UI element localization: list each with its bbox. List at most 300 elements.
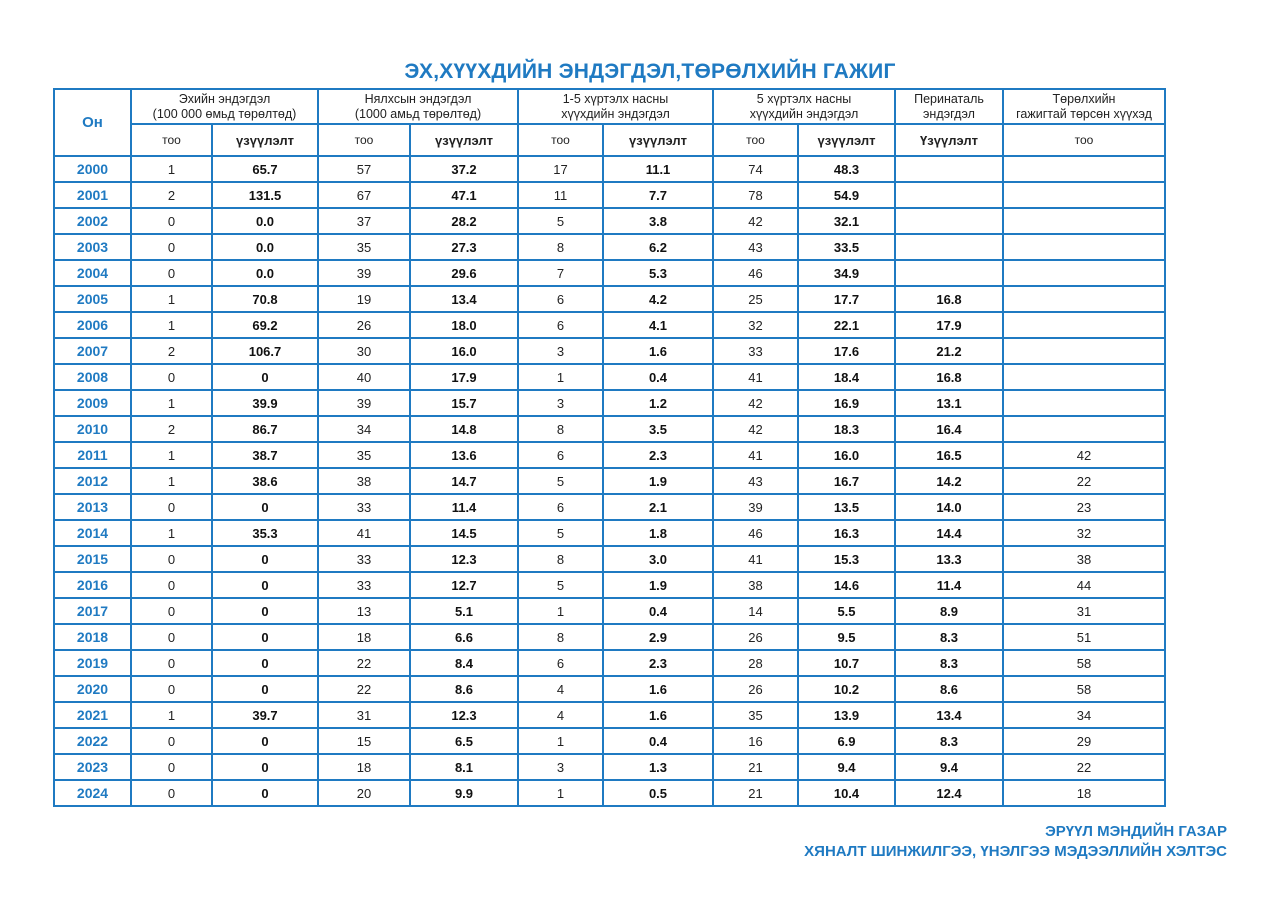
congenital-count (1003, 338, 1165, 364)
infant-rate: 13.6 (410, 442, 518, 468)
year-cell: 2022 (54, 728, 131, 754)
child-1-5-count: 4 (518, 676, 603, 702)
congenital-count: 31 (1003, 598, 1165, 624)
table-row (54, 546, 1165, 572)
infant-rate: 6.6 (410, 624, 518, 650)
table-row (54, 702, 1165, 728)
child-1-5-count: 1 (518, 728, 603, 754)
infant-count: 33 (318, 494, 410, 520)
under-5-rate: 13.9 (798, 702, 895, 728)
under-5-rate: 10.7 (798, 650, 895, 676)
maternal-rate: 131.5 (212, 182, 318, 208)
under-5-rate: 16.3 (798, 520, 895, 546)
child-1-5-rate: 2.3 (603, 650, 713, 676)
maternal-count: 0 (131, 780, 212, 806)
perinatal-rate: 16.4 (895, 416, 1003, 442)
maternal-rate: 0 (212, 546, 318, 572)
child-1-5-count: 11 (518, 182, 603, 208)
maternal-count: 0 (131, 598, 212, 624)
subheader-rate: үзүүлэлт (798, 124, 895, 156)
infant-rate: 14.7 (410, 468, 518, 494)
maternal-rate: 35.3 (212, 520, 318, 546)
under-5-rate: 32.1 (798, 208, 895, 234)
table-row (54, 754, 1165, 780)
under-5-count: 35 (713, 702, 798, 728)
table-row (54, 650, 1165, 676)
child-1-5-rate: 3.8 (603, 208, 713, 234)
under-5-rate: 9.5 (798, 624, 895, 650)
under-5-rate: 16.7 (798, 468, 895, 494)
under-5-count: 26 (713, 624, 798, 650)
child-1-5-count: 1 (518, 780, 603, 806)
under-5-count: 46 (713, 260, 798, 286)
child-1-5-count: 7 (518, 260, 603, 286)
child-1-5-rate: 2.1 (603, 494, 713, 520)
group-header-line1: Нялхсын эндэгдэл (364, 91, 472, 106)
year-cell: 2002 (54, 208, 131, 234)
perinatal-rate (895, 208, 1003, 234)
infant-count: 22 (318, 676, 410, 702)
maternal-rate: 38.7 (212, 442, 318, 468)
congenital-count: 29 (1003, 728, 1165, 754)
table-row (54, 338, 1165, 364)
maternal-rate: 0 (212, 624, 318, 650)
year-cell: 2011 (54, 442, 131, 468)
under-5-count: 43 (713, 468, 798, 494)
infant-rate: 14.8 (410, 416, 518, 442)
maternal-count: 1 (131, 312, 212, 338)
perinatal-rate: 8.3 (895, 624, 1003, 650)
infant-count: 39 (318, 260, 410, 286)
under-5-rate: 16.9 (798, 390, 895, 416)
under-5-count: 74 (713, 156, 798, 182)
group-header-line2: хүүхдийн эндэгдэл (749, 106, 859, 121)
under-5-rate: 9.4 (798, 754, 895, 780)
under-5-count: 26 (713, 676, 798, 702)
congenital-count: 51 (1003, 624, 1165, 650)
child-1-5-rate: 0.5 (603, 780, 713, 806)
year-cell: 2024 (54, 780, 131, 806)
child-1-5-rate: 3.5 (603, 416, 713, 442)
congenital-count (1003, 182, 1165, 208)
child-1-5-rate: 2.3 (603, 442, 713, 468)
under-5-count: 42 (713, 390, 798, 416)
infant-rate: 12.3 (410, 546, 518, 572)
infant-count: 37 (318, 208, 410, 234)
child-1-5-count: 8 (518, 416, 603, 442)
congenital-count: 34 (1003, 702, 1165, 728)
year-cell: 2012 (54, 468, 131, 494)
child-1-5-count: 4 (518, 702, 603, 728)
maternal-count: 1 (131, 286, 212, 312)
infant-rate: 12.3 (410, 702, 518, 728)
child-1-5-rate: 0.4 (603, 598, 713, 624)
infant-count: 15 (318, 728, 410, 754)
infant-count: 19 (318, 286, 410, 312)
group-header-perinatal (895, 89, 1003, 124)
maternal-count: 0 (131, 494, 212, 520)
group-header-line1: Эхийн эндэгдэл (178, 91, 271, 106)
table-row (54, 676, 1165, 702)
table-row (54, 598, 1165, 624)
maternal-rate: 69.2 (212, 312, 318, 338)
maternal-rate: 0 (212, 650, 318, 676)
under-5-count: 38 (713, 572, 798, 598)
group-header-line2: эндэгдэл (923, 106, 975, 121)
year-cell: 2019 (54, 650, 131, 676)
year-cell: 2004 (54, 260, 131, 286)
under-5-count: 41 (713, 546, 798, 572)
group-header-infant (318, 89, 518, 124)
maternal-rate: 0 (212, 598, 318, 624)
child-1-5-rate: 1.6 (603, 676, 713, 702)
maternal-count: 2 (131, 416, 212, 442)
under-5-count: 41 (713, 364, 798, 390)
mortality-table (53, 88, 1166, 807)
maternal-rate: 39.9 (212, 390, 318, 416)
congenital-count: 44 (1003, 572, 1165, 598)
subheader-rate: Үзүүлэлт (895, 124, 1003, 156)
table-row (54, 572, 1165, 598)
infant-rate: 37.2 (410, 156, 518, 182)
footer-line2: ХЯНАЛТ ШИНЖИЛГЭЭ, ҮНЭЛГЭЭ МЭДЭЭЛЛИЙН ХЭЛТЭС (804, 843, 1227, 860)
table-row (54, 234, 1165, 260)
maternal-rate: 70.8 (212, 286, 318, 312)
under-5-count: 21 (713, 780, 798, 806)
under-5-rate: 48.3 (798, 156, 895, 182)
infant-rate: 11.4 (410, 494, 518, 520)
infant-count: 13 (318, 598, 410, 624)
maternal-count: 1 (131, 702, 212, 728)
under-5-rate: 5.5 (798, 598, 895, 624)
perinatal-rate (895, 234, 1003, 260)
under-5-rate: 33.5 (798, 234, 895, 260)
maternal-rate: 38.6 (212, 468, 318, 494)
maternal-count: 1 (131, 156, 212, 182)
group-header-line2: (100 000 өмьд төрөлтөд) (152, 106, 297, 121)
year-cell: 2023 (54, 754, 131, 780)
maternal-count: 0 (131, 260, 212, 286)
year-cell: 2007 (54, 338, 131, 364)
year-cell: 2016 (54, 572, 131, 598)
maternal-count: 0 (131, 364, 212, 390)
table-row (54, 364, 1165, 390)
group-header-congenital (1003, 89, 1165, 124)
infant-count: 41 (318, 520, 410, 546)
infant-count: 20 (318, 780, 410, 806)
maternal-count: 1 (131, 520, 212, 546)
child-1-5-rate: 4.1 (603, 312, 713, 338)
under-5-count: 42 (713, 208, 798, 234)
perinatal-rate (895, 156, 1003, 182)
maternal-count: 0 (131, 572, 212, 598)
child-1-5-count: 5 (518, 208, 603, 234)
year-cell: 2017 (54, 598, 131, 624)
group-header-line1: 5 хүртэлх насны (756, 91, 852, 106)
under-5-count: 33 (713, 338, 798, 364)
congenital-count (1003, 260, 1165, 286)
infant-count: 35 (318, 234, 410, 260)
child-1-5-rate: 11.1 (603, 156, 713, 182)
under-5-count: 14 (713, 598, 798, 624)
congenital-count: 18 (1003, 780, 1165, 806)
maternal-rate: 0 (212, 754, 318, 780)
maternal-rate: 39.7 (212, 702, 318, 728)
infant-rate: 29.6 (410, 260, 518, 286)
infant-rate: 28.2 (410, 208, 518, 234)
congenital-count: 42 (1003, 442, 1165, 468)
child-1-5-rate: 1.6 (603, 338, 713, 364)
maternal-count: 0 (131, 650, 212, 676)
infant-rate: 8.4 (410, 650, 518, 676)
maternal-count: 1 (131, 468, 212, 494)
child-1-5-count: 5 (518, 520, 603, 546)
table-row (54, 156, 1165, 182)
under-5-rate: 6.9 (798, 728, 895, 754)
year-cell: 2008 (54, 364, 131, 390)
infant-count: 57 (318, 156, 410, 182)
infant-count: 33 (318, 572, 410, 598)
perinatal-rate: 21.2 (895, 338, 1003, 364)
year-cell: 2001 (54, 182, 131, 208)
perinatal-rate: 8.3 (895, 650, 1003, 676)
congenital-count: 58 (1003, 676, 1165, 702)
under-5-rate: 10.2 (798, 676, 895, 702)
perinatal-rate: 11.4 (895, 572, 1003, 598)
child-1-5-count: 5 (518, 468, 603, 494)
under-5-count: 39 (713, 494, 798, 520)
congenital-count (1003, 364, 1165, 390)
table-row (54, 442, 1165, 468)
perinatal-rate: 8.9 (895, 598, 1003, 624)
infant-rate: 27.3 (410, 234, 518, 260)
child-1-5-rate: 1.2 (603, 390, 713, 416)
infant-rate: 5.1 (410, 598, 518, 624)
maternal-rate: 0 (212, 572, 318, 598)
subheader-count: тоо (131, 124, 212, 156)
header-row-groups (54, 89, 1165, 124)
group-header-line1: 1-5 хүртэлх насны (562, 91, 669, 106)
child-1-5-rate: 7.7 (603, 182, 713, 208)
maternal-rate: 106.7 (212, 338, 318, 364)
infant-count: 26 (318, 312, 410, 338)
subheader-count: тоо (518, 124, 603, 156)
under-5-count: 16 (713, 728, 798, 754)
table-row (54, 494, 1165, 520)
child-1-5-rate: 0.4 (603, 364, 713, 390)
infant-rate: 8.6 (410, 676, 518, 702)
child-1-5-rate: 3.0 (603, 546, 713, 572)
infant-rate: 12.7 (410, 572, 518, 598)
child-1-5-count: 6 (518, 286, 603, 312)
perinatal-rate: 14.2 (895, 468, 1003, 494)
infant-rate: 9.9 (410, 780, 518, 806)
under-5-rate: 22.1 (798, 312, 895, 338)
infant-count: 39 (318, 390, 410, 416)
child-1-5-rate: 1.6 (603, 702, 713, 728)
group-header-line2: хүүхдийн эндэгдэл (561, 106, 670, 121)
under-5-count: 78 (713, 182, 798, 208)
subheader-count: тоо (713, 124, 798, 156)
child-1-5-rate: 1.9 (603, 468, 713, 494)
footer-line1: ЭРҮҮЛ МЭНДИЙН ГАЗАР (1045, 823, 1227, 840)
year-cell: 2015 (54, 546, 131, 572)
congenital-count: 38 (1003, 546, 1165, 572)
under-5-rate: 17.6 (798, 338, 895, 364)
maternal-rate: 0 (212, 676, 318, 702)
infant-rate: 17.9 (410, 364, 518, 390)
perinatal-rate: 14.0 (895, 494, 1003, 520)
maternal-count: 0 (131, 676, 212, 702)
infant-rate: 15.7 (410, 390, 518, 416)
under-5-rate: 17.7 (798, 286, 895, 312)
perinatal-rate: 16.8 (895, 364, 1003, 390)
infant-rate: 14.5 (410, 520, 518, 546)
under-5-count: 41 (713, 442, 798, 468)
page-title: ЭХ,ХҮҮХДИЙН ЭНДЭГДЭЛ,ТӨРӨЛХИЙН ГАЖИГ (404, 60, 896, 83)
child-1-5-rate: 5.3 (603, 260, 713, 286)
child-1-5-count: 17 (518, 156, 603, 182)
under-5-rate: 13.5 (798, 494, 895, 520)
perinatal-rate: 14.4 (895, 520, 1003, 546)
year-cell: 2000 (54, 156, 131, 182)
perinatal-rate: 12.4 (895, 780, 1003, 806)
congenital-count: 23 (1003, 494, 1165, 520)
perinatal-rate: 17.9 (895, 312, 1003, 338)
infant-count: 33 (318, 546, 410, 572)
child-1-5-count: 6 (518, 494, 603, 520)
under-5-count: 32 (713, 312, 798, 338)
year-cell: 2014 (54, 520, 131, 546)
child-1-5-rate: 1.8 (603, 520, 713, 546)
child-1-5-count: 8 (518, 624, 603, 650)
perinatal-rate: 16.8 (895, 286, 1003, 312)
table-body (54, 156, 1165, 806)
congenital-count (1003, 312, 1165, 338)
maternal-count: 0 (131, 728, 212, 754)
subheader-rate: үзүүлэлт (212, 124, 318, 156)
maternal-count: 0 (131, 234, 212, 260)
under-5-rate: 10.4 (798, 780, 895, 806)
maternal-count: 1 (131, 390, 212, 416)
perinatal-rate: 8.3 (895, 728, 1003, 754)
infant-rate: 13.4 (410, 286, 518, 312)
child-1-5-count: 6 (518, 442, 603, 468)
infant-count: 35 (318, 442, 410, 468)
table-row (54, 182, 1165, 208)
congenital-count (1003, 234, 1165, 260)
maternal-count: 0 (131, 546, 212, 572)
child-1-5-count: 3 (518, 754, 603, 780)
year-cell: 2020 (54, 676, 131, 702)
year-cell: 2003 (54, 234, 131, 260)
congenital-count (1003, 156, 1165, 182)
group-header-line1: Төрөлхийн (1052, 91, 1116, 106)
under-5-rate: 16.0 (798, 442, 895, 468)
congenital-count: 22 (1003, 754, 1165, 780)
perinatal-rate: 16.5 (895, 442, 1003, 468)
child-1-5-count: 1 (518, 598, 603, 624)
perinatal-rate (895, 260, 1003, 286)
maternal-rate: 0 (212, 494, 318, 520)
maternal-rate: 0 (212, 364, 318, 390)
child-1-5-rate: 0.4 (603, 728, 713, 754)
table-row (54, 468, 1165, 494)
year-cell: 2021 (54, 702, 131, 728)
maternal-rate: 0 (212, 728, 318, 754)
child-1-5-rate: 2.9 (603, 624, 713, 650)
subheader-rate: үзүүлэлт (603, 124, 713, 156)
year-cell: 2010 (54, 416, 131, 442)
year-cell: 2013 (54, 494, 131, 520)
child-1-5-count: 3 (518, 390, 603, 416)
congenital-count (1003, 416, 1165, 442)
table-row (54, 728, 1165, 754)
child-1-5-count: 6 (518, 650, 603, 676)
maternal-rate: 0 (212, 780, 318, 806)
maternal-rate: 86.7 (212, 416, 318, 442)
perinatal-rate: 8.6 (895, 676, 1003, 702)
year-column-header: Он (54, 89, 131, 156)
congenital-count (1003, 390, 1165, 416)
child-1-5-count: 6 (518, 312, 603, 338)
maternal-count: 0 (131, 754, 212, 780)
maternal-count: 1 (131, 442, 212, 468)
perinatal-rate: 13.1 (895, 390, 1003, 416)
child-1-5-count: 8 (518, 546, 603, 572)
year-cell: 2009 (54, 390, 131, 416)
table-row (54, 390, 1165, 416)
infant-rate: 8.1 (410, 754, 518, 780)
child-1-5-rate: 1.9 (603, 572, 713, 598)
child-1-5-rate: 1.3 (603, 754, 713, 780)
maternal-rate: 65.7 (212, 156, 318, 182)
congenital-count: 32 (1003, 520, 1165, 546)
year-cell: 2005 (54, 286, 131, 312)
congenital-count (1003, 286, 1165, 312)
child-1-5-count: 8 (518, 234, 603, 260)
subheader-rate: үзүүлэлт (410, 124, 518, 156)
under-5-count: 42 (713, 416, 798, 442)
subheader-count: тоо (1003, 124, 1165, 156)
maternal-rate: 0.0 (212, 208, 318, 234)
under-5-rate: 14.6 (798, 572, 895, 598)
congenital-count: 22 (1003, 468, 1165, 494)
under-5-rate: 18.3 (798, 416, 895, 442)
under-5-count: 25 (713, 286, 798, 312)
table-row (54, 780, 1165, 806)
infant-count: 38 (318, 468, 410, 494)
table-row (54, 260, 1165, 286)
group-header-child-1-5 (518, 89, 713, 124)
infant-count: 18 (318, 624, 410, 650)
perinatal-rate: 13.3 (895, 546, 1003, 572)
under-5-rate: 34.9 (798, 260, 895, 286)
table-row (54, 286, 1165, 312)
table-row (54, 624, 1165, 650)
infant-rate: 47.1 (410, 182, 518, 208)
child-1-5-count: 1 (518, 364, 603, 390)
infant-count: 30 (318, 338, 410, 364)
table-row (54, 416, 1165, 442)
table-row (54, 520, 1165, 546)
infant-count: 67 (318, 182, 410, 208)
maternal-count: 2 (131, 338, 212, 364)
group-header-line1: Перинаталь (914, 91, 984, 106)
infant-count: 31 (318, 702, 410, 728)
congenital-count: 58 (1003, 650, 1165, 676)
group-header-under-5 (713, 89, 895, 124)
